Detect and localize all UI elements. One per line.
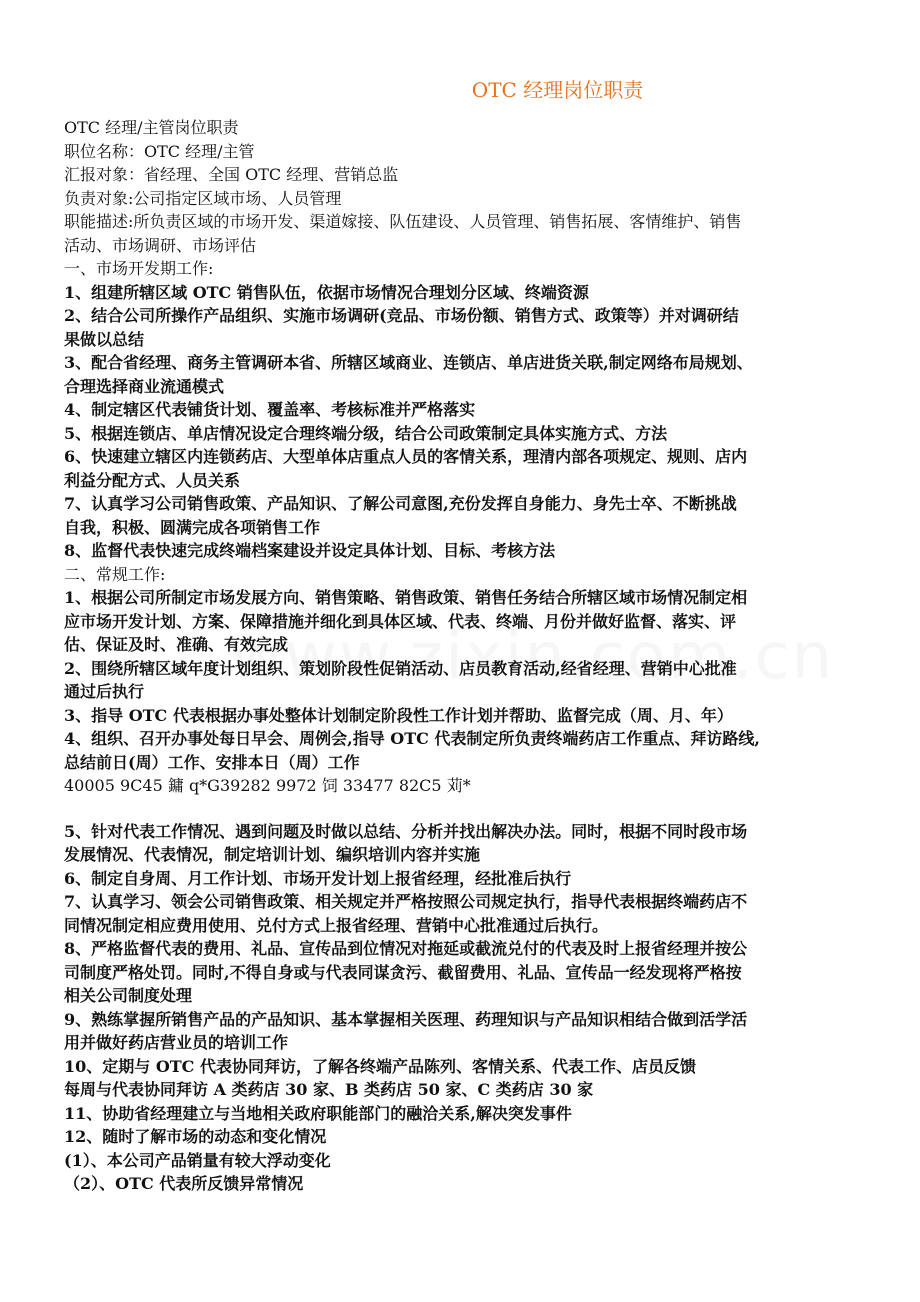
text-line: 4、制定辖区代表铺货计划、覆盖率、考核标准并严格落实 <box>64 400 476 419</box>
document-body <box>64 116 864 1196</box>
text-line: 5、针对代表工作情况、遇到问题及时做以总结、分析并找出解决办法。同时，根据不同时段市场 <box>64 821 748 841</box>
text-line: 3、指导 OTC 代表根据办事处整体计划制定阶段性工作计划并帮助、监督完成（周、月、年） <box>64 705 733 725</box>
text-line: 同情况制定相应费用使用、兑付方式上报省经理、营销中心批准通过后执行。 <box>64 915 609 935</box>
text-line: 2、结合公司所操作产品组织、实施市场调研(竞品、市场份额、销售方式、政策等）并对调研结 <box>64 306 739 325</box>
text-line: 用并做好药店营业员的培训工作 <box>64 1033 289 1052</box>
text-line: 司制度严格处罚。同时,不得自身或与代表同谋贪污、截留费用、礼品、宣传品一经发现将严格按 <box>64 962 742 982</box>
text-line: 7、认真学习公司销售政策、产品知识、了解公司意图,充份发挥自身能力、身先士卒、不断挑战 <box>64 494 737 513</box>
text-line: 1、根据公司所制定市场发展方向、销售策略、销售政策、销售任务结合所辖区域市场情况制定相 <box>64 588 748 607</box>
text-line: 11、协助省经理建立与当地相关政府职能部门的融洽关系,解决突发事件 <box>64 1103 572 1123</box>
text-line: 4、组织、召开办事处每日早会、周例会,指导 OTC 代表制定所负责终端药店工作重点、拜访路线, <box>64 729 760 748</box>
text-line: 利益分配方式、人员关系 <box>64 470 241 490</box>
text-line: 6、制定自身周、月工作计划、市场开发计划上报省经理，经批准后执行 <box>64 868 572 888</box>
text-line: 二、常规工作: <box>64 564 166 584</box>
text-line: 7、认真学习、领会公司销售政策、相关规定并严格按照公司规定执行，指导代表根据终端药店不 <box>64 892 748 911</box>
text-line: 6、快速建立辖区内连锁药店、大型单体店重点人员的客情关系，理清内部各项规定、规则、店内 <box>64 447 748 466</box>
text-line: 自我，积极、圆满完成各项销售工作 <box>64 517 321 537</box>
text-line: 相关公司制度处理 <box>64 986 193 1005</box>
text-line: 职能描述:所负责区域的市场开发、渠道嫁接、队伍建设、人员管理、销售拓展、客情维护、销售 <box>64 212 742 231</box>
text-line: 发展情况、代表情况，制定培训计划、编织培训内容并实施 <box>64 845 481 864</box>
text-line: 1、组建所辖区域 OTC 销售队伍，依据市场情况合理划分区域、终端资源 <box>64 282 589 302</box>
text-line: 负责对象:公司指定区域市场、人员管理 <box>64 188 342 208</box>
blank-line <box>64 798 864 820</box>
text-line: 汇报对象：省经理、全国 OTC 经理、营销总监 <box>64 165 399 184</box>
text-line: 总结前日(周）工作、安排本日（周）工作 <box>64 752 360 772</box>
text-line: 10、定期与 OTC 代表协同拜访，了解各终端产品陈列、客情关系、代表工作、店员反馈 <box>64 1056 696 1076</box>
text-line: 12、随时了解市场的动态和变化情况 <box>64 1127 327 1146</box>
text-line: 估、保证及时、准确、有效完成 <box>64 635 289 654</box>
text-line: 通过后执行 <box>64 682 145 701</box>
text-line: 合理选择商业流通模式 <box>64 376 225 396</box>
text-line: 一、市场开发期工作: <box>64 259 214 278</box>
text-line: 果做以总结 <box>64 329 145 349</box>
text-line: 5、根据连锁店、单店情况设定合理终端分级，结合公司政策制定具体实施方式、方法 <box>64 423 668 443</box>
document-title: OTC 经理岗位职责 <box>471 78 644 102</box>
text-line: 职位名称：OTC 经理/主管 <box>64 141 255 161</box>
text-line: （2）、OTC 代表所反馈异常情况 <box>64 1174 304 1193</box>
text-line: 8、监督代表快速完成终端档案建设并设定具体计划、目标、考核方法 <box>64 541 556 560</box>
text-line: 9、熟练掌握所销售产品的产品知识、基本掌握相关医理、药理知识与产品知识相结合做到活学活 <box>64 1009 748 1029</box>
text-line: OTC 经理/主管岗位职责 <box>64 118 239 137</box>
text-line: 活动、市场调研、市场评估 <box>64 235 257 255</box>
text-line: (1）、本公司产品销量有较大浮动变化 <box>64 1150 331 1170</box>
text-line: 8、严格监督代表的费用、礼品、宣传品到位情况对拖延或截流兑付的代表及时上报省经理并按公 <box>64 939 748 958</box>
text-line: 2、围绕所辖区域年度计划组织、策划阶段性促销活动、店员教育活动,经省经理、营销中心批准 <box>64 658 737 678</box>
text-line: 3、配合省经理、商务主管调研本省、所辖区域商业、连锁店、单店进货关联,制定网络布局规划、 <box>64 353 753 372</box>
text-line: 每周与代表协同拜访 A 类药店 30 家、B 类药店 50 家、C 类药店 30 家 <box>64 1080 594 1099</box>
text-line: 40005 9C45 鏞 q*G39282 9972 饲 33477 82C5 苅* <box>64 776 471 795</box>
text-line: 应市场开发计划、方案、保障措施并细化到具体区域、代表、终端、月份并做好监督、落实、评 <box>64 611 737 631</box>
